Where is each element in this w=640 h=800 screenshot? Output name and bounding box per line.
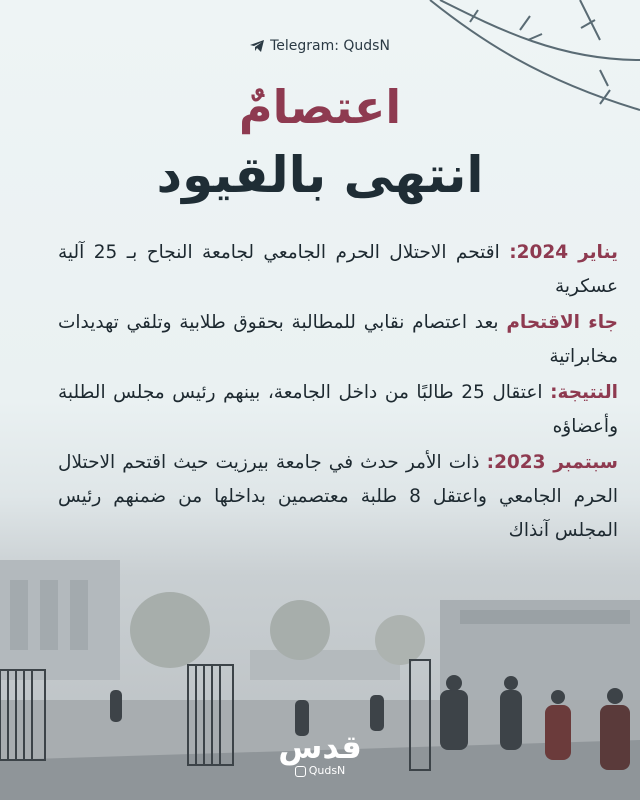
paragraph-result	[58, 376, 618, 444]
paragraph-text: بعد اعتصام نقابي للمطالبة بحقوق طلابية وتلقي تهديدات مخابراتية	[58, 312, 618, 367]
body-text	[58, 236, 618, 550]
title-line-1: اعتصامٌ	[238, 80, 402, 134]
paragraph-label: سبتمبر 2023:	[486, 452, 618, 473]
title-line-2: انتهى بالقيود	[156, 146, 484, 204]
instagram-icon	[295, 766, 306, 777]
instagram-handle	[270, 764, 370, 777]
paragraph-text: اقتحم الاحتلال الحرم الجامعي لجامعة النجاح بـ 25 آلية عسكرية	[58, 242, 618, 297]
paragraph-september	[58, 446, 618, 548]
paragraph-text: اعتقال 25 طالبًا من داخل الجامعة، بينهم رئيس مجلس الطلبة وأعضاؤه	[58, 382, 618, 437]
quds-logo: قدس	[278, 728, 362, 766]
paragraph-text: ذات الأمر حدث في جامعة بيرزيت حيث اقتحم الاحتلال الحرم الجامعي واعتقل 8 طلبة معتصمين بداخلها من ضمنهم رئيس المجلس آنذاك	[58, 452, 618, 541]
paragraph-label: النتيجة:	[550, 382, 618, 403]
paragraph-label: يناير 2024:	[509, 242, 618, 263]
paragraph-january	[58, 236, 618, 304]
telegram-icon	[250, 40, 264, 52]
telegram-text: Telegram: QudsN	[270, 38, 390, 54]
paragraph-label: جاء الاقتحام	[506, 312, 618, 333]
handle-text: QudsN	[308, 764, 346, 777]
telegram-handle	[0, 38, 640, 54]
paragraph-raid	[58, 306, 618, 374]
